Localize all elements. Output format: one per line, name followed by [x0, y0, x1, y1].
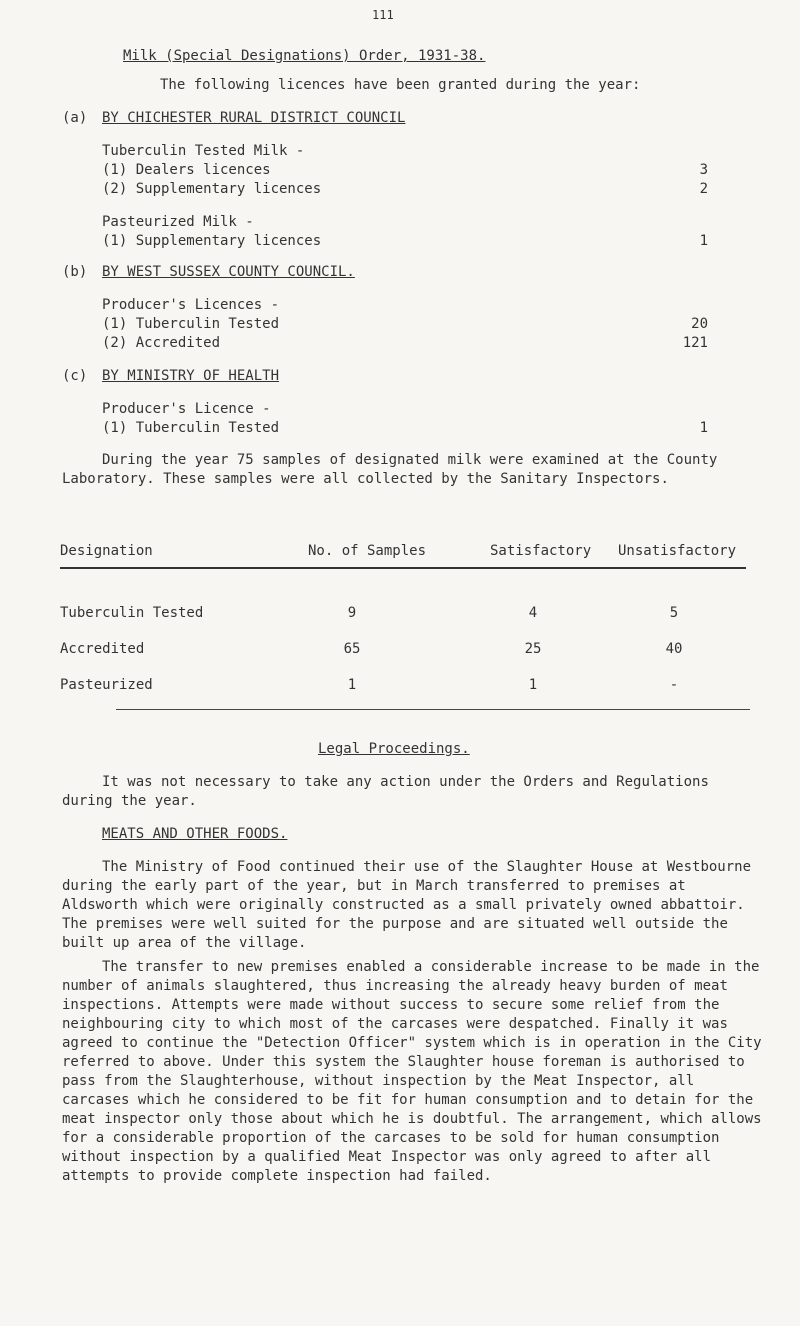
- meats-paragraph-1: The Ministry of Food continued their use of the Slaughter House at Westbourne during the early part of the year, but in March transferred to premises at Aldsworth which were originally constructed as a small privately owned abbattoir. The premises were well suited for the purpose and are situated well outside the built up area of the village.: [62, 859, 752, 951]
- section-c-title: BY MINISTRY OF HEALTH: [102, 368, 280, 384]
- table-row-2-unsatisfactory: 40: [665, 641, 683, 657]
- table-row-3-designation: Pasteurized: [60, 677, 153, 693]
- table-header-samples: No. of Samples: [308, 543, 427, 559]
- section-a-group2-item1: (1) Supplementary licences: [102, 233, 322, 249]
- table-row-2-satisfactory: 25: [524, 641, 542, 657]
- section-a-group1: Tuberculin Tested Milk -: [102, 143, 305, 159]
- table-row-3-samples: 1: [347, 677, 357, 693]
- section-a-item1: (1) Dealers licences: [102, 162, 271, 178]
- table-bottom-rule: [116, 709, 750, 710]
- table-row-1-samples: 9: [347, 605, 357, 621]
- section-b-group1: Producer's Licences -: [102, 297, 280, 313]
- section-b-item1-value: 20: [691, 316, 708, 332]
- meats-title: MEATS AND OTHER FOODS.: [102, 826, 288, 842]
- section-a-item2: (2) Supplementary licences: [102, 181, 322, 197]
- section-c-item1: (1) Tuberculin Tested: [102, 420, 280, 436]
- table-row-1-satisfactory: 4: [528, 605, 538, 621]
- samples-paragraph: During the year 75 samples of designated milk were examined at the County Laboratory. These samples were all collected by the Sanitary Inspectors.: [62, 452, 718, 487]
- section-b-title: BY WEST SUSSEX COUNTY COUNCIL.: [102, 264, 355, 280]
- legal-text: It was not necessary to take any action under the Orders and Regulations during the year.: [62, 774, 709, 809]
- section-a-label: (a): [62, 110, 88, 126]
- legal-title: Legal Proceedings.: [318, 741, 470, 757]
- section-a-item2-value: 2: [699, 181, 708, 197]
- table-row-1-unsatisfactory: 5: [669, 605, 679, 621]
- table-header-designation: Designation: [60, 543, 153, 559]
- table-row-3-unsatisfactory: -: [669, 677, 679, 693]
- table-header-satisfactory: Satisfactory: [490, 543, 592, 559]
- section-b-label: (b): [62, 264, 88, 280]
- section-a-item1-value: 3: [699, 162, 708, 178]
- meats-paragraph-2: The transfer to new premises enabled a considerable increase to be made in the number of animals slaughtered, thus increasing the already heavy burden of meat inspections. Attempts were made without success to secure some relief from the neighbouring city to which most of the carcases were despatched. Finally it was agreed to continue the "Detection Officer" system which is in operation in the City referred to above. Under this system the Slaughter house foreman is authorised to pass from the Slaughterhouse, without inspection by the Meat Inspector, all carcases which he considered to be fit for human consumption and to detain for the meat inspector only those about which he is doubtful. The arrangement, which allows for a considerable proportion of the carcases to be sold for human consumption without inspection by a qualified Meat Inspector was only agreed to after all attempts to provide complete inspection had failed.: [62, 959, 762, 1184]
- table-row-2-samples: 65: [343, 641, 361, 657]
- section-a-title: BY CHICHESTER RURAL DISTRICT COUNCIL: [102, 110, 406, 126]
- section-a-group2: Pasteurized Milk -: [102, 214, 254, 230]
- page-heading: Milk (Special Designations) Order, 1931-38.: [123, 48, 486, 64]
- section-c-group1: Producer's Licence -: [102, 401, 271, 417]
- intro-text: The following licences have been granted during the year:: [160, 77, 641, 93]
- section-c-item1-value: 1: [699, 420, 708, 436]
- section-b-item2: (2) Accredited: [102, 335, 221, 351]
- table-row-3-satisfactory: 1: [528, 677, 538, 693]
- section-c-label: (c): [62, 368, 88, 384]
- section-a-group2-item1-value: 1: [699, 233, 708, 249]
- table-header-unsatisfactory: Unsatisfactory: [618, 543, 737, 559]
- section-b-item1: (1) Tuberculin Tested: [102, 316, 280, 332]
- section-b-item2-value: 121: [682, 335, 708, 351]
- page-number: 111: [372, 8, 394, 22]
- table-header-rule: [60, 567, 746, 569]
- table-row-1-designation: Tuberculin Tested: [60, 605, 204, 621]
- table-row-2-designation: Accredited: [60, 641, 145, 657]
